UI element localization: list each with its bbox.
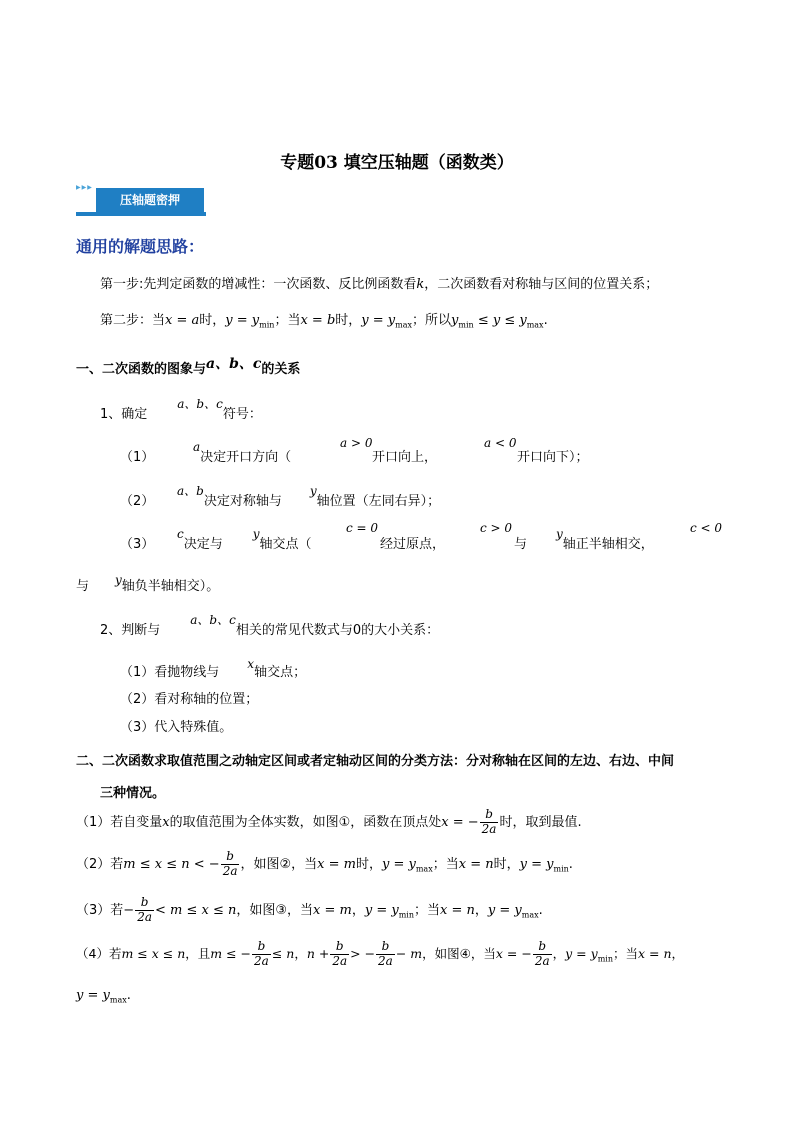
frac-num: b: [376, 940, 395, 955]
step2-eq2: x = b: [300, 313, 336, 328]
sec1-item-2: （2）: [120, 494, 155, 509]
i3-text: 决定与: [183, 537, 223, 552]
fraction: [221, 850, 240, 879]
i3-y2-wrap: [556, 527, 654, 552]
banner-underline: [76, 212, 206, 216]
sub-min: min: [597, 954, 613, 964]
sub-min: min: [259, 320, 275, 330]
c4-i2b: ≤ n: [271, 945, 295, 961]
step2-le: ≤ y ≤ y: [473, 313, 527, 328]
i3-cp: c > 0: [480, 521, 513, 535]
frac-num: b: [252, 940, 271, 955]
step2-end: .: [543, 313, 548, 328]
p1-abc: a、b、c: [177, 397, 223, 411]
c2-t2: 时，: [493, 856, 520, 872]
c4-y1: y = y: [565, 945, 598, 961]
c3-x2: x = n: [440, 902, 475, 918]
c4-i1: m ≤ x ≤ n: [121, 945, 186, 961]
sec1-p2: [100, 613, 440, 638]
p1-label: 1、确定: [100, 407, 148, 422]
c3-text: （3）若: [76, 902, 124, 918]
j1-tail: 轴交点；: [254, 665, 307, 680]
c4-c3: ，: [671, 945, 685, 961]
sec1-p1: [100, 397, 262, 422]
c4-d: ，如图④，当: [422, 945, 496, 961]
i3-text6: 与: [76, 579, 90, 594]
frac-num: b: [533, 940, 552, 955]
step2-text: 第二步：当: [100, 313, 166, 328]
j1-x: x: [247, 657, 255, 671]
case-1: [76, 808, 582, 837]
c3-text-b: ，如图③，当: [236, 902, 314, 918]
general-heading: 通用的解题思路：: [76, 237, 205, 256]
step-2: [100, 309, 548, 330]
i1-text2: 开口向上，: [372, 450, 438, 465]
arrow-icon: ▶▶▶: [76, 184, 93, 191]
frac-den: 2a: [254, 953, 269, 968]
c2-ineq: m ≤ x ≤ n < −: [123, 856, 220, 872]
i2-ab: a、b: [177, 484, 204, 498]
fraction: [480, 808, 499, 837]
banner-label: 压轴题密押: [96, 188, 204, 212]
c3-ineq: < m ≤ x ≤ n: [154, 902, 237, 918]
c4-i2: m ≤ −: [210, 945, 252, 961]
c4-i3: n +: [306, 945, 330, 961]
i3-y3: y: [115, 573, 122, 587]
i3-text3: 经过原点，: [380, 537, 446, 552]
case-2: [76, 850, 573, 879]
c2-end: .: [568, 856, 573, 872]
page-title: 专题03 填空压轴题（函数类）: [280, 153, 514, 173]
i3-cond-pos: [480, 521, 512, 536]
c2-y1: y = y: [381, 856, 416, 872]
frac-den: 2a: [222, 863, 238, 878]
i3-text5: 轴正半轴相交，: [562, 537, 654, 552]
i1-text3: 开口向下）；: [517, 450, 589, 465]
i1-cond2: [484, 436, 516, 451]
c2-text: （2）若: [76, 856, 124, 872]
sec1-item-1-body: [193, 440, 292, 465]
sec1-item-2-body: [177, 484, 441, 509]
c3-sep: ；当: [414, 902, 441, 918]
i3-c: c: [177, 527, 184, 541]
c3-y2: y = y: [487, 902, 522, 918]
section2-heading-line2: 三种情况。: [100, 786, 166, 801]
i2-text2: 轴位置（左同右异）；: [316, 494, 441, 509]
c1-eq: x = −: [441, 814, 479, 830]
c4-c2: ，: [552, 945, 566, 961]
i3-text4: 与: [514, 537, 528, 552]
step2-y2: y = y: [361, 313, 396, 328]
c4-text: （4）若: [76, 945, 122, 961]
sec1-item-3: （3）: [120, 537, 155, 552]
frac-num: b: [221, 850, 240, 865]
sub-min: min: [398, 910, 415, 920]
c2-x2: x = n: [458, 856, 494, 872]
c1-x: x: [162, 814, 170, 830]
c1-tail: 时，取到最值.: [499, 814, 582, 830]
c4-x1: x = −: [495, 945, 532, 961]
case-4: [76, 940, 684, 969]
c2-text-b: ，如图②，当: [240, 856, 318, 872]
i3-y2: y: [556, 527, 563, 541]
sub-max: max: [415, 864, 433, 874]
case-3: [76, 896, 543, 925]
p2-abc: a、b、c: [190, 613, 236, 627]
step2-text: 时，: [335, 313, 362, 328]
frac-den: 2a: [137, 909, 152, 924]
i1-cond1: [340, 436, 372, 451]
c3-c2: ，: [474, 902, 488, 918]
i1-c2: a < 0: [484, 436, 517, 450]
i2-y: y: [309, 484, 317, 498]
c2-t1: 时，: [355, 856, 382, 872]
sec1-heading-b: 的关系: [261, 362, 301, 377]
frac-num: b: [330, 940, 349, 955]
i3-c0: c = 0: [346, 521, 379, 535]
c3-c1: ，: [351, 902, 365, 918]
sub-max: max: [109, 995, 127, 1005]
sec1-item-1: （1）: [120, 450, 155, 465]
c4-c: ，: [294, 945, 307, 961]
step2-text: ；所以: [412, 313, 452, 328]
section1-heading: [76, 358, 300, 378]
sec1-j2: （2）看对称轴的位置；: [120, 692, 259, 707]
frac-num: b: [135, 896, 154, 911]
sec1-j1: [120, 657, 307, 680]
c4-i3c: − m: [395, 945, 423, 961]
frac-den: 2a: [534, 953, 550, 968]
c2-x1: x = m: [317, 856, 356, 872]
i1-text: 决定开口方向（: [200, 450, 292, 465]
sub-max: max: [395, 320, 413, 330]
case-4-cont: [76, 988, 131, 1005]
c4-i3b: > −: [350, 945, 376, 961]
c4-sep: ；当: [612, 945, 638, 961]
i3-cont: [76, 575, 219, 594]
section-banner: [76, 184, 206, 216]
sub-min: min: [553, 864, 569, 874]
sec1-heading-abc: a、b、c: [206, 356, 262, 372]
frac-den: 2a: [481, 821, 497, 836]
step2-eq1: x = a: [165, 313, 200, 328]
i1-c1: a > 0: [340, 436, 373, 450]
step2-range: y: [451, 313, 459, 328]
fraction: [376, 940, 395, 969]
fraction: [252, 940, 271, 969]
frac-den: 2a: [378, 953, 393, 968]
sub-max: max: [526, 320, 544, 330]
step2-text: 时，: [199, 313, 226, 328]
c4-end: .: [126, 988, 131, 1003]
p2-label: 2、判断与: [100, 623, 161, 638]
fraction: [533, 940, 552, 969]
sec1-item-3-body: [177, 527, 312, 552]
c2-sep: ；当: [432, 856, 459, 872]
step2-text: ；当: [274, 313, 301, 328]
step-1: [100, 273, 658, 292]
step1-text: 第一步:先判定函数的增减性：一次函数、反比例函数看: [100, 277, 417, 292]
i2-text: 决定对称轴与: [203, 494, 282, 509]
i3-text7: 轴负半轴相交）。: [121, 579, 220, 594]
sec1-heading-a: 一、二次函数的图象与: [76, 362, 207, 377]
i3-y: y: [252, 527, 260, 541]
section2-heading-line1: 二、二次函数求取值范围之动轴定区间或者定轴动区间的分类方法：分对称轴在区间的左边、右边、中间: [76, 754, 675, 769]
step2-y1: y = y: [225, 313, 260, 328]
step1-text-b: ，二次函数看对称轴与区间的位置关系；: [424, 277, 659, 292]
c4-y2: y = y: [76, 988, 110, 1003]
frac-den: 2a: [332, 953, 348, 968]
p2-tail: 相关的常见代数式与0的大小关系：: [235, 623, 440, 638]
i3-cn: c < 0: [690, 521, 723, 535]
frac-num: b: [480, 808, 499, 823]
i3-cond-neg: [690, 521, 722, 536]
c3-y1: y = y: [364, 902, 399, 918]
c3-end: .: [538, 902, 543, 918]
fraction: [330, 940, 349, 969]
c2-y2: y = y: [519, 856, 554, 872]
step1-k: k: [416, 277, 425, 292]
i3-text2: 轴交点（: [259, 537, 312, 552]
j1-text: （1）看抛物线与: [120, 665, 220, 680]
sub-min: min: [458, 320, 474, 330]
sec1-j3: （3）代入特殊值。: [120, 720, 233, 735]
c4-b: ，且: [185, 945, 211, 961]
fraction: [135, 896, 154, 925]
i3-cond0: [346, 521, 378, 536]
sub-max: max: [521, 910, 539, 920]
c3-neg: −: [123, 902, 135, 918]
i1-a: a: [193, 440, 201, 454]
c4-x2: x = n: [638, 945, 672, 961]
p1-tail: 符号：: [222, 407, 262, 422]
c3-x1: x = m: [313, 902, 352, 918]
c1-text: （1）若自变量: [76, 814, 163, 830]
c1-text-b: 的取值范围为全体实数，如图①，函数在顶点处: [169, 814, 442, 830]
